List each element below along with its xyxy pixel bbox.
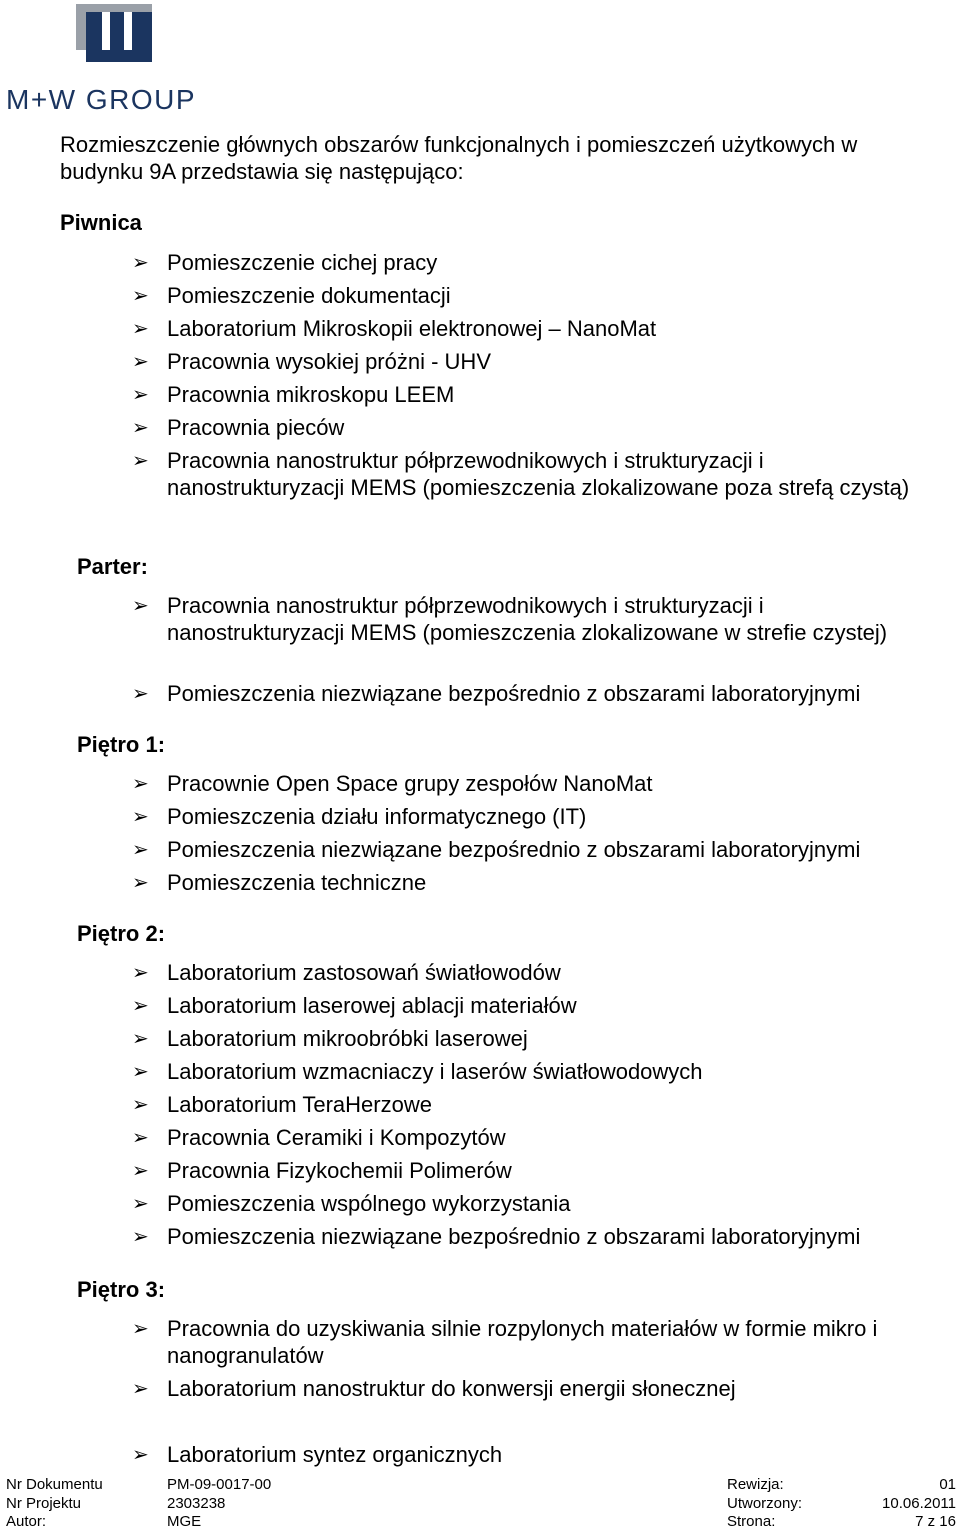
list-item: ➢ Pracownie Open Space grupy zespołów NanoMat: [132, 771, 653, 796]
footer-value: 7 z 16: [915, 1513, 956, 1530]
bullet-arrow-icon: ➢: [132, 1191, 149, 1215]
bullet-arrow-icon: ➢: [132, 448, 149, 472]
bullet-arrow-icon: ➢: [132, 870, 149, 894]
list-item: ➢ Laboratorium wzmacniaczy i laserów światłowodowych: [132, 1059, 703, 1084]
bullet-arrow-icon: ➢: [132, 1316, 149, 1340]
list-item: ➢ Pomieszczenia niezwiązane bezpośrednio z obszarami laboratoryjnymi: [132, 1224, 861, 1249]
bullet-arrow-icon: ➢: [132, 1376, 149, 1400]
footer-label: Strona:: [727, 1513, 776, 1530]
list-item: ➢ Pracownia Fizykochemii Polimerów: [132, 1158, 512, 1183]
bullet-arrow-icon: ➢: [132, 349, 149, 373]
footer-label: Rewizja:: [727, 1476, 784, 1493]
list-item: ➢ Pomieszczenia wspólnego wykorzystania: [132, 1191, 571, 1216]
list-item: ➢ Pracownia nanostruktur półprzewodnikowych i strukturyzacji i nanostrukturyzacji MEMS (pomieszczenia zlokalizowane w strefie czystej): [132, 593, 888, 645]
bullet-arrow-icon: ➢: [132, 1125, 149, 1149]
section-heading-piwnica: Piwnica: [60, 210, 142, 235]
bullet-arrow-icon: ➢: [132, 1092, 149, 1116]
bullet-arrow-icon: ➢: [132, 593, 149, 617]
intro-paragraph: Rozmieszczenie głównych obszarów funkcjonalnych i pomieszczeń użytkowych w budynku 9A przedstawia się następująco:: [60, 132, 858, 184]
list-item: ➢ Laboratorium TeraHerzowe: [132, 1092, 432, 1117]
section-heading-pietro-2: Piętro 2:: [77, 921, 166, 946]
logo-text: M+W GROUP: [6, 84, 197, 115]
footer-value: PM-09-0017-00: [167, 1476, 272, 1493]
bullet-arrow-icon: ➢: [132, 681, 149, 705]
section-heading-parter: Parter:: [77, 554, 148, 579]
bullet-arrow-icon: ➢: [132, 382, 149, 406]
bullet-arrow-icon: ➢: [132, 1026, 149, 1050]
list-item: ➢ Laboratorium mikroobróbki laserowej: [132, 1026, 528, 1051]
list-item: ➢ Laboratorium syntez organicznych: [132, 1442, 503, 1467]
bullet-arrow-icon: ➢: [132, 771, 149, 795]
bullet-arrow-icon: ➢: [132, 804, 149, 828]
footer-label: Nr Projektu: [6, 1494, 82, 1512]
list-item: ➢ Laboratorium zastosowań światłowodów: [132, 960, 561, 985]
bullet-arrow-icon: ➢: [132, 250, 149, 274]
bullet-arrow-icon: ➢: [132, 316, 149, 340]
list-item: ➢ Pomieszczenie cichej pracy: [132, 250, 438, 275]
list-item: ➢ Pracownia Ceramiki i Kompozytów: [132, 1125, 506, 1150]
footer-row: [6, 1513, 956, 1532]
bullet-arrow-icon: ➢: [132, 1224, 149, 1248]
document-footer: [6, 1476, 956, 1532]
list-item: ➢ Laboratorium nanostruktur do konwersji energii słonecznej: [132, 1376, 736, 1401]
bullet-arrow-icon: ➢: [132, 1059, 149, 1083]
section-heading-pietro-1: Piętro 1:: [77, 732, 166, 757]
bullet-arrow-icon: ➢: [132, 1158, 149, 1182]
footer-label: Autor:: [6, 1513, 47, 1530]
list-item: ➢ Pracownia nanostruktur półprzewodnikowych i strukturyzacji i nanostrukturyzacji MEMS (pomieszczenia zlokalizowane poza strefą czystą): [132, 448, 910, 500]
list-item: ➢ Pracownia mikroskopu LEEM: [132, 382, 455, 407]
bullet-arrow-icon: ➢: [132, 993, 149, 1017]
bullet-arrow-icon: ➢: [132, 415, 149, 439]
footer-label: Nr Dokumentu: [6, 1476, 103, 1493]
list-item: ➢ Pracownia wysokiej próżni - UHV: [132, 349, 491, 374]
logo-mark-icon: [76, 4, 152, 62]
company-logo: [6, 4, 216, 115]
footer-value: MGE: [167, 1513, 202, 1530]
list-item: ➢ Pomieszczenie dokumentacji: [132, 283, 451, 308]
footer-row: [6, 1476, 956, 1495]
footer-value: 2303238: [167, 1494, 226, 1512]
footer-value: 01: [939, 1476, 956, 1493]
list-item: ➢ Pomieszczenia techniczne: [132, 870, 427, 895]
list-item: ➢ Laboratorium laserowej ablacji materiałów: [132, 993, 577, 1018]
section-heading-pietro-3: Piętro 3:: [77, 1277, 166, 1302]
bullet-arrow-icon: ➢: [132, 1442, 149, 1466]
bullet-arrow-icon: ➢: [132, 837, 149, 861]
list-item: ➢ Laboratorium Mikroskopii elektronowej – NanoMat: [132, 316, 657, 341]
bullet-arrow-icon: ➢: [132, 960, 149, 984]
footer-label: Utworzony:: [727, 1494, 803, 1512]
list-item: ➢ Pracownia pieców: [132, 415, 345, 440]
list-item: ➢ Pomieszczenia niezwiązane bezpośrednio z obszarami laboratoryjnymi: [132, 681, 861, 706]
bullet-arrow-icon: ➢: [132, 283, 149, 307]
footer-row: [6, 1495, 956, 1514]
list-item: ➢ Pracownia do uzyskiwania silnie rozpylonych materiałów w formie mikro i nanogranulatów: [132, 1316, 878, 1368]
list-item: ➢ Pomieszczenia niezwiązane bezpośrednio z obszarami laboratoryjnymi: [132, 837, 861, 862]
footer-value: 10.06.2011: [882, 1494, 956, 1512]
list-item: ➢ Pomieszczenia działu informatycznego (IT): [132, 804, 587, 829]
